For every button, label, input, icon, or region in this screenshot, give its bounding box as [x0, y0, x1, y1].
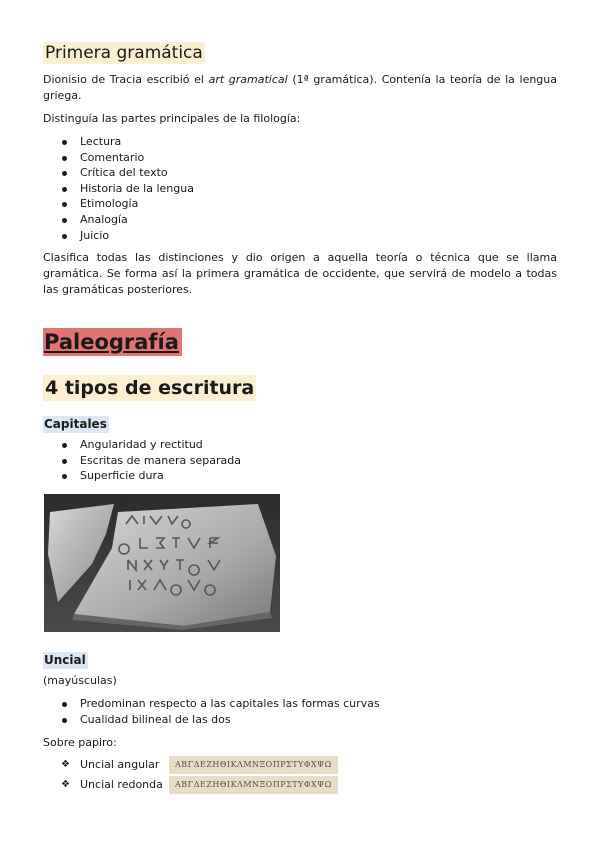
paragraph-clasifica: Clasifica todas las distinciones y dio origen a aquella teoría o técnica que se llama gramática. Se forma así la primera gramática de occidente, que servirá de modelo a todas las gramáticas posteriores.	[43, 251, 557, 296]
para1-text-end: (1ª gramática). Contenía la teoría de la lengua griega.	[43, 73, 557, 102]
list-item: Superficie dura	[43, 468, 241, 484]
variant-label: ❖ Uncial angular	[80, 758, 160, 771]
list-item: Comentario	[43, 150, 194, 166]
uncial-variant-item	[43, 775, 338, 795]
sobre-papiro-label: Sobre papiro:	[43, 736, 117, 749]
paragraph-distinguia: Distinguía las partes principales de la filología:	[43, 112, 301, 125]
uncial-list	[43, 696, 380, 727]
uncial-variants-list	[43, 755, 338, 795]
list-item: Lectura	[43, 134, 194, 150]
list-item: Predominan respecto a las capitales las formas curvas	[43, 696, 380, 712]
uncial-note: (mayúsculas)	[43, 674, 117, 687]
uncial-angular-sample: ΑΒΓΔΕΖΗΘΙΚΛΜΝΞΟΠΡΣΤΥΦΧΨΩ	[169, 756, 338, 774]
list-item: Etimología	[43, 196, 194, 212]
philology-parts-list	[43, 134, 194, 243]
variant-label: ❖ Uncial redonda	[80, 778, 163, 791]
list-item: Juicio	[43, 228, 194, 244]
paragraph-dionisio	[43, 72, 557, 104]
list-item: Crítica del texto	[43, 165, 194, 181]
uncial-redonda-sample: ΑΒΓΔΕΖΗΘΙΚΛΜΝΞΟΠΡΣΤΥΦΧΨΩ	[169, 776, 338, 794]
section-title-primera-gramatica: Primera gramática	[45, 43, 203, 63]
uncial-variant-item	[43, 755, 338, 775]
list-item: Cualidad bilineal de las dos	[43, 712, 380, 728]
list-item: Historia de la lengua	[43, 181, 194, 197]
inscribed-stone-image	[44, 494, 280, 632]
section-title-paleografia: Paleografía	[43, 328, 182, 356]
heading-capitales: Capitales	[44, 417, 107, 431]
list-item: Analogía	[43, 212, 194, 228]
subsection-title-tipos: 4 tipos de escritura	[45, 377, 255, 399]
list-item: Escritas de manera separada	[43, 453, 241, 469]
list-item: Angularidad y rectitud	[43, 437, 241, 453]
capitales-list	[43, 437, 241, 484]
para1-text-start: Dionisio de Tracia escribió el	[43, 73, 209, 86]
heading-uncial: Uncial	[44, 653, 86, 667]
para1-italic-term: art gramatical	[208, 73, 288, 86]
